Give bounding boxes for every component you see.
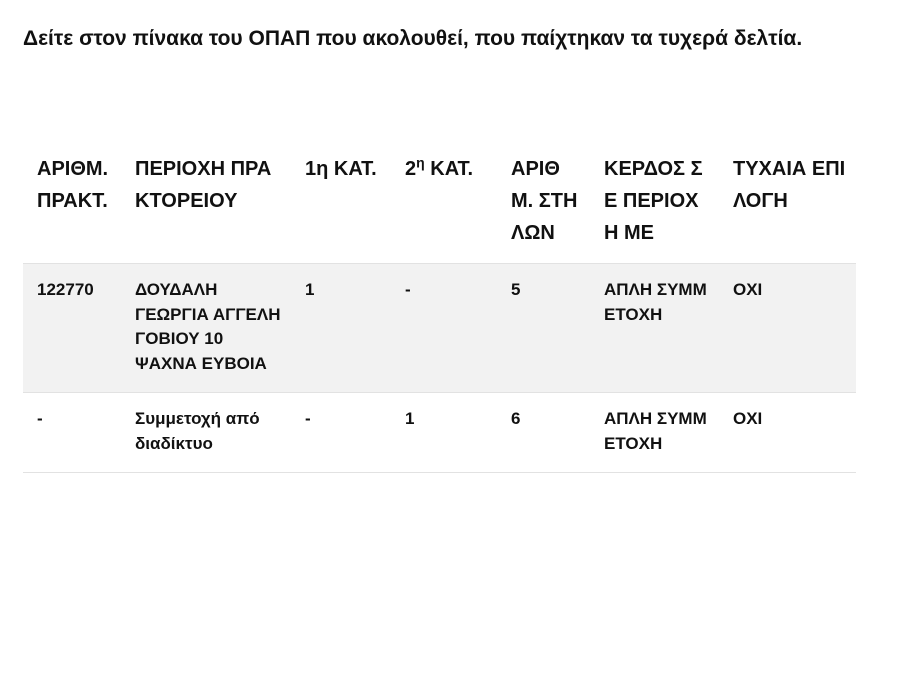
cell-second-category: - — [405, 280, 411, 299]
table-row — [23, 393, 856, 473]
header-agency-number: ΑΡΙΘΜ. ΠΡΑΚΤ. — [37, 158, 109, 212]
cell-first-category: - — [305, 409, 311, 428]
cell-columns-count: 6 — [511, 409, 521, 428]
header-first-category: 1η ΚΑΤ. — [305, 158, 377, 180]
table-header-row — [23, 150, 856, 264]
cell-random-pick: ΟΧΙ — [733, 280, 763, 299]
cell-random-pick: ΟΧΙ — [733, 409, 763, 428]
cell-agency-area: Συμμετοχή από διαδίκτυο — [135, 409, 260, 453]
header-second-category-suffix: ΚΑΤ. — [430, 158, 474, 180]
cell-win-type: ΑΠΛΗ ΣΥΜΜΕΤΟΧΗ — [604, 280, 707, 324]
header-win-type: ΚΕΡΔΟΣ ΣΕ ΠΕΡΙΟΧΗ ΜΕ — [604, 158, 703, 244]
cell-first-category: 1 — [305, 280, 315, 299]
header-columns-count: ΑΡΙΘΜ. ΣΤΗΛΩΝ — [511, 158, 578, 244]
header-random-pick: ΤΥΧΑΙΑ ΕΠΙΛΟΓΗ — [733, 158, 846, 212]
cell-agency-number: - — [37, 409, 43, 428]
header-agency-area: ΠΕΡΙΟΧΗ ΠΡΑΚΤΟΡΕΙΟΥ — [135, 158, 272, 212]
cell-agency-number: 122770 — [37, 280, 94, 299]
intro-paragraph: Δείτε στον πίνακα του ΟΠΑΠ που ακολουθεί, που παίχτηκαν τα τυχερά δελτία. — [23, 27, 803, 50]
header-second-category-superscript: η — [416, 154, 425, 171]
cell-second-category: 1 — [405, 409, 415, 428]
cell-win-type: ΑΠΛΗ ΣΥΜΜΕΤΟΧΗ — [604, 409, 707, 453]
header-second-category — [391, 150, 497, 264]
winning-tickets-table — [23, 150, 856, 473]
cell-agency-area: ΔΟΥΔΑΛΗ ΓΕΩΡΓΙΑ ΑΓΓΕΛΗ ΓΟΒΙΟΥ 10 ΨΑΧΝΑ ΕΥΒΟΙΑ — [135, 280, 281, 373]
table-row — [23, 264, 856, 393]
cell-columns-count: 5 — [511, 280, 521, 299]
header-second-category-number: 2 — [405, 158, 417, 180]
